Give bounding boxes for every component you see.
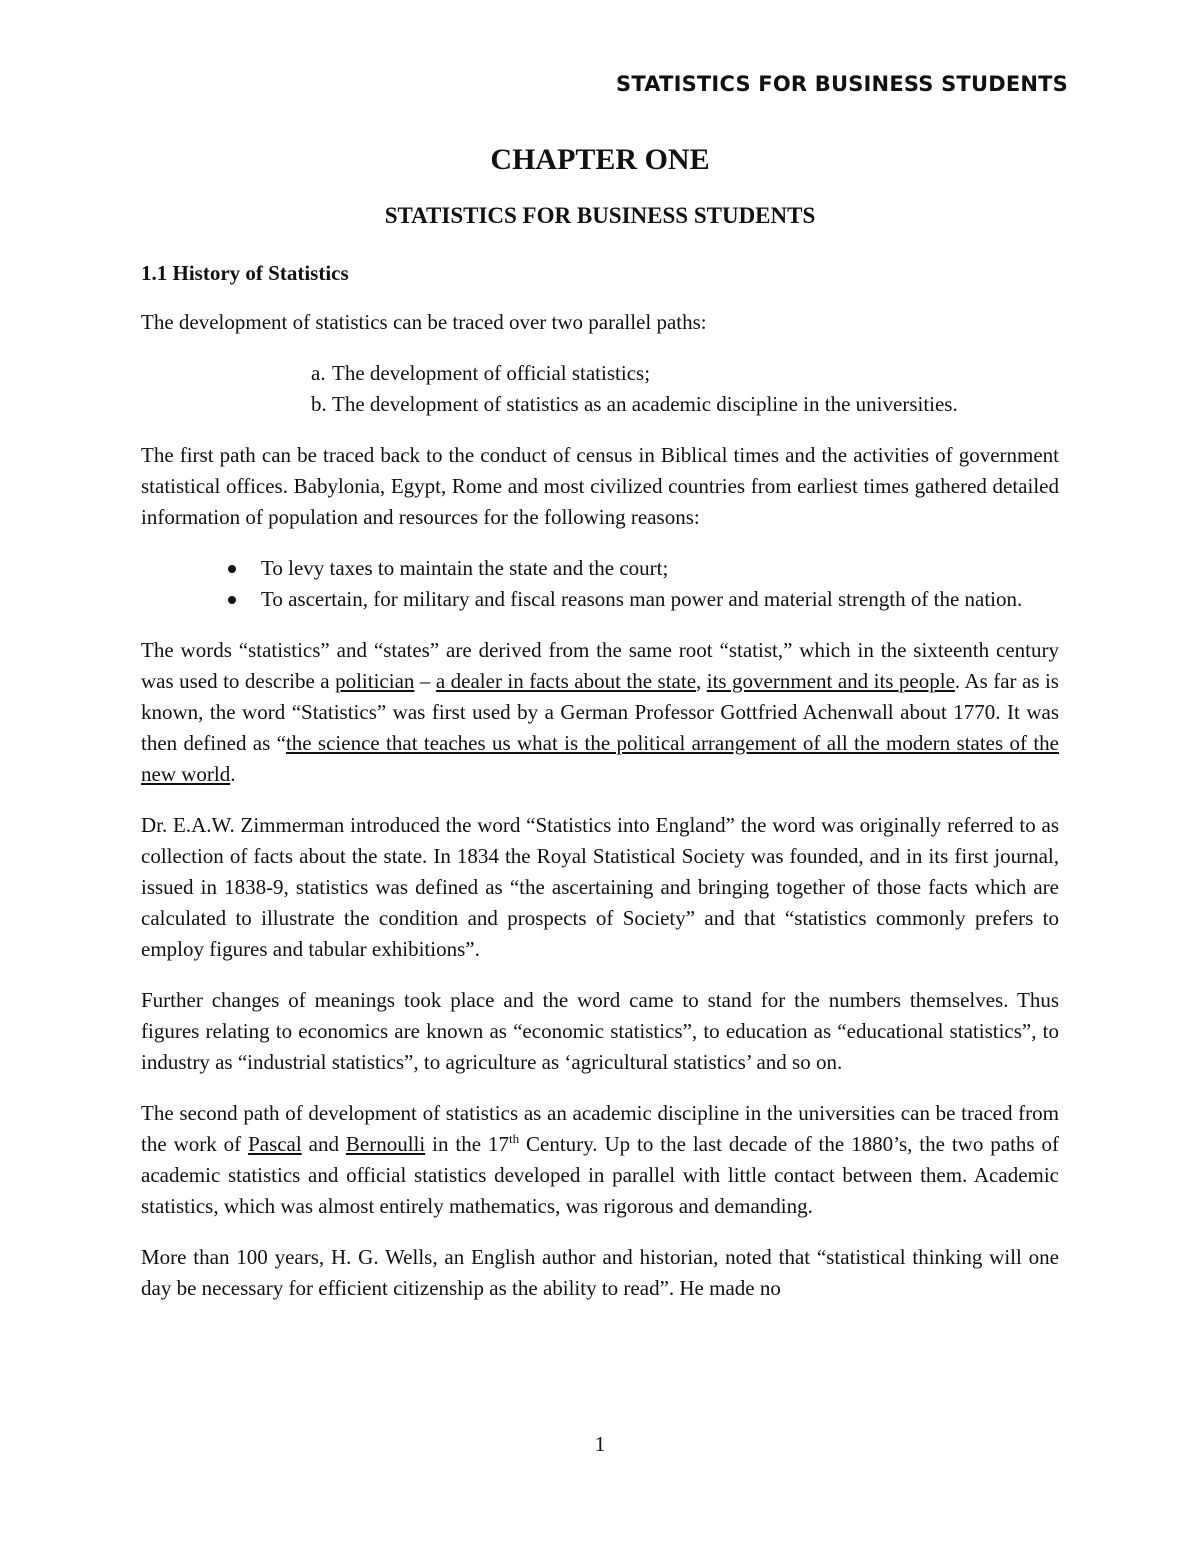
chapter-subtitle: STATISTICS FOR BUSINESS STUDENTS	[384, 203, 816, 228]
underlined-term: Bernoulli	[345, 1132, 426, 1156]
paragraph-words-origin	[141, 635, 1059, 790]
list-item	[311, 358, 1059, 389]
text-run: –	[414, 669, 436, 693]
list-item-text: The development of statistics as an academic discipline in the universities.	[332, 392, 958, 416]
paragraph-first-path: The first path can be traced back to the conduct of census in Biblical times and the activities of government statistical offices. Babylonia, Egypt, Rome and most civilized countries from earliest times gathered detailed information of population and resources for the following reasons:	[141, 443, 1059, 529]
text-run: The second path of development of statistics as an academic discipline in the universities can be traced from the work of	[141, 1101, 1059, 1156]
body-text	[141, 258, 1059, 1324]
paragraph-meaning-changes: Further changes of meanings took place and the word came to stand for the numbers themselves. Thus figures relating to economics are known as “economic statistics”, to education as “educational statistics”, to industry as “industrial statistics”, to agriculture as ‘agricultural statistics’ and so on.	[141, 988, 1059, 1074]
bullet-icon	[228, 584, 261, 615]
bullet-icon	[228, 553, 261, 584]
text-run: and	[301, 1132, 346, 1156]
text-run: .	[230, 762, 236, 786]
text-run: in the 17	[425, 1132, 509, 1156]
text-run: . As far as is known, the word “Statistics” was first used by a German Professor Gottfried Achenwall about 1770. It was then defined as “	[141, 669, 1059, 755]
underlined-term: Pascal	[248, 1132, 302, 1156]
list-marker: a.	[311, 361, 326, 385]
list-item	[228, 584, 1059, 615]
reasons-list	[141, 553, 1059, 615]
paragraph-wells: More than 100 years, H. G. Wells, an English author and historian, noted that “statistical thinking will one day be necessary for efficient citizenship as the ability to read”. He made no	[141, 1245, 1059, 1300]
list-item-text: To ascertain, for military and fiscal reasons man power and material strength of the nation.	[261, 587, 1023, 611]
list-marker: b.	[311, 392, 327, 416]
paragraph-zimmerman: Dr. E.A.W. Zimmerman introduced the word “Statistics into England” the word was originally referred to as collection of facts about the state. In 1834 the Royal Statistical Society was founded, and in its first journal, issued in 1838-9, statistics was defined as “the ascertaining and bringing together of those facts which are calculated to illustrate the condition and prospects of Society” and that “statistics commonly prefers to employ figures and tabular exhibitions”.	[141, 813, 1059, 961]
list-item-text: To levy taxes to maintain the state and the court;	[261, 556, 669, 580]
list-item	[311, 389, 1059, 420]
text-run: The words “statistics” and “states” are derived from the same root “statist,” which in the sixteenth century was used to describe a	[141, 638, 1059, 693]
paragraph-second-path	[141, 1098, 1059, 1222]
page-number: 1	[594, 1432, 606, 1456]
text-run: ,	[696, 669, 707, 693]
paths-list	[141, 358, 1059, 420]
list-item-text: The development of official statistics;	[332, 361, 651, 385]
list-item	[228, 553, 1059, 584]
underlined-term: politician	[335, 669, 415, 693]
text-run: Century. Up to the last decade of the 1880’s, the two paths of academic statistics and official statistics developed in parallel with little contact between them. Academic statistics, which was almost entirely mathematics, was rigorous and demanding.	[141, 1132, 1059, 1218]
running-header: STATISTICS FOR BUSINESS STUDENTS	[616, 72, 1068, 96]
paragraph-intro: The development of statistics can be traced over two parallel paths:	[141, 310, 707, 334]
underlined-term: a dealer in facts about the state	[435, 669, 697, 693]
underlined-term: its government and its people	[706, 669, 955, 693]
section-heading: 1.1 History of Statistics	[141, 261, 349, 285]
superscript: th	[508, 1131, 520, 1146]
underlined-definition: the science that teaches us what is the political arrangement of all the modern states of the new world	[141, 731, 1059, 786]
chapter-title: CHAPTER ONE	[490, 143, 710, 176]
